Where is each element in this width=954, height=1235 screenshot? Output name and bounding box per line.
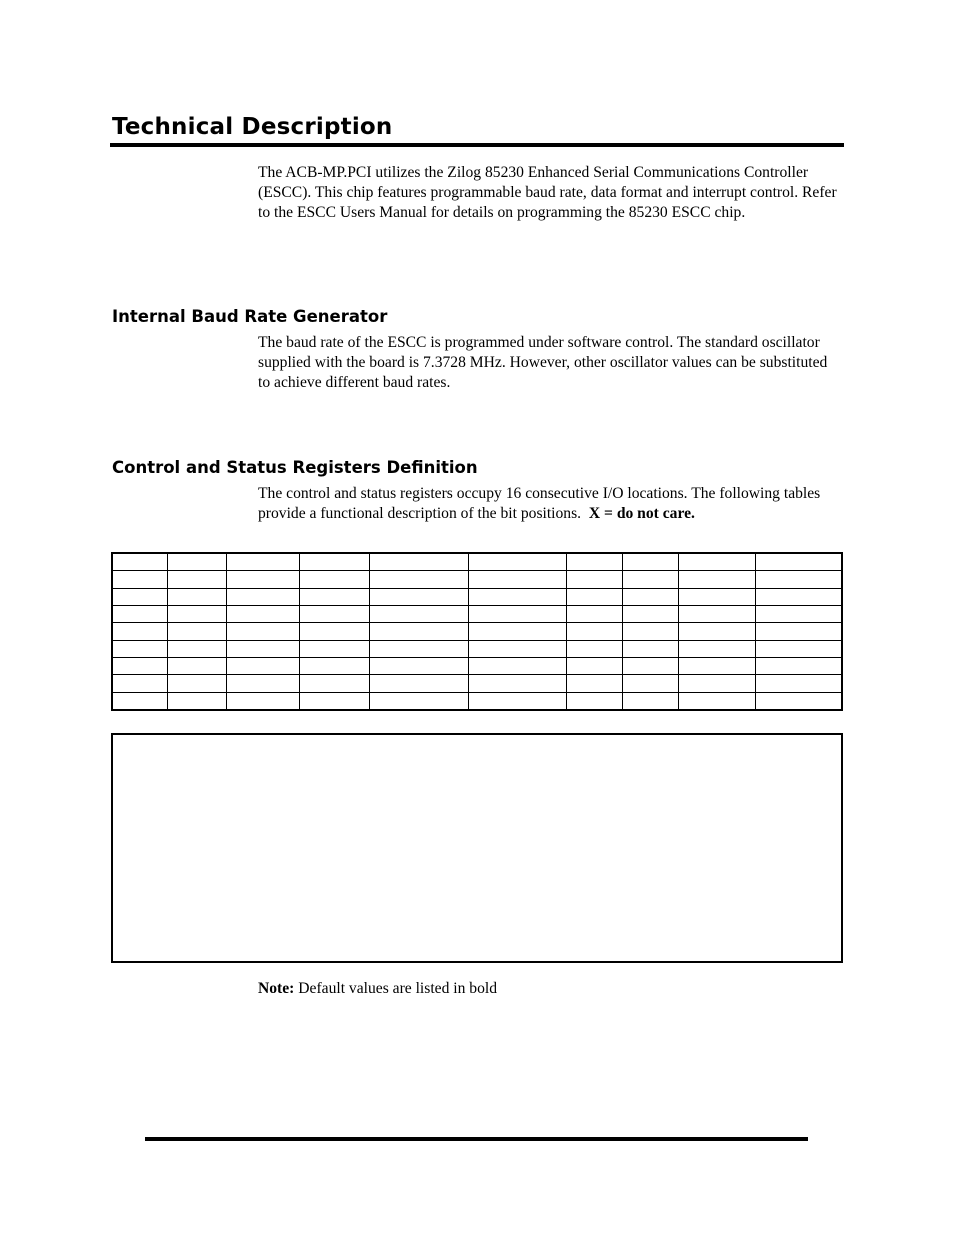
table-cell	[566, 605, 622, 622]
description-box	[111, 733, 843, 963]
page-title: Technical Description	[112, 114, 393, 140]
table-cell	[112, 675, 167, 692]
table-cell	[167, 571, 226, 588]
table-cell	[226, 623, 299, 640]
table-cell	[566, 692, 622, 710]
table-cell	[226, 571, 299, 588]
table-cell	[369, 657, 468, 674]
table-cell	[369, 605, 468, 622]
note-text: Default values are listed in bold	[294, 980, 498, 997]
table-cell	[226, 657, 299, 674]
table-cell	[299, 553, 369, 571]
table-cell	[566, 588, 622, 605]
table-cell	[112, 692, 167, 710]
table-cell	[369, 640, 468, 657]
note	[258, 979, 497, 999]
table-cell	[299, 692, 369, 710]
table-cell	[167, 553, 226, 571]
table-cell	[622, 675, 678, 692]
table-cell	[299, 675, 369, 692]
table-cell	[678, 605, 755, 622]
table-cell	[622, 588, 678, 605]
table-cell	[369, 692, 468, 710]
table-cell	[622, 623, 678, 640]
table-row	[112, 675, 842, 692]
title-rule	[110, 143, 844, 147]
table-cell	[566, 640, 622, 657]
intro-paragraph: The ACB-MP.PCI utilizes the Zilog 85230 Enhanced Serial Communications Controller (ESCC). This chip features programmable baud rate, data format and interrupt control. Refer to the ESCC Users Manual for details on programming the 85230 ESCC chip.	[258, 164, 837, 221]
table-cell	[112, 553, 167, 571]
table-cell	[678, 675, 755, 692]
table-cell	[622, 605, 678, 622]
table-cell	[755, 553, 842, 571]
baud-rate-heading: Internal Baud Rate Generator	[112, 307, 388, 326]
table-cell	[468, 657, 566, 674]
table-cell	[755, 623, 842, 640]
table-cell	[678, 623, 755, 640]
table-cell	[369, 571, 468, 588]
register-table-body	[112, 553, 842, 710]
table-cell	[299, 571, 369, 588]
table-cell	[167, 675, 226, 692]
table-cell	[167, 605, 226, 622]
table-cell	[299, 623, 369, 640]
table-cell	[678, 571, 755, 588]
table-row	[112, 692, 842, 710]
registers-paragraph	[258, 484, 838, 524]
table-cell	[112, 657, 167, 674]
table-cell	[112, 571, 167, 588]
table-cell	[678, 640, 755, 657]
table-cell	[468, 640, 566, 657]
table-cell	[226, 605, 299, 622]
table-cell	[622, 692, 678, 710]
table-cell	[369, 675, 468, 692]
table-cell	[755, 571, 842, 588]
table-cell	[468, 553, 566, 571]
table-cell	[299, 657, 369, 674]
table-cell	[468, 605, 566, 622]
table-cell	[167, 588, 226, 605]
register-table	[111, 552, 843, 711]
baud-rate-paragraph: The baud rate of the ESCC is programmed under software control. The standard oscillator supplied with the board is 7.3728 MHz. However, other oscillator values can be substituted to achieve different baud rates.	[258, 334, 828, 391]
table-cell	[678, 692, 755, 710]
table-cell	[755, 657, 842, 674]
table-cell	[468, 675, 566, 692]
table-cell	[299, 605, 369, 622]
table-cell	[755, 605, 842, 622]
table-cell	[622, 553, 678, 571]
table-cell	[566, 657, 622, 674]
table-cell	[468, 571, 566, 588]
table-cell	[226, 640, 299, 657]
table-cell	[566, 623, 622, 640]
table-cell	[299, 640, 369, 657]
table-cell	[112, 623, 167, 640]
registers-heading: Control and Status Registers Definition	[112, 458, 478, 477]
table-cell	[468, 692, 566, 710]
table-row	[112, 571, 842, 588]
table-cell	[226, 588, 299, 605]
table-cell	[369, 588, 468, 605]
table-cell	[622, 657, 678, 674]
table-cell	[369, 623, 468, 640]
table-cell	[468, 623, 566, 640]
table-row	[112, 657, 842, 674]
table-cell	[112, 605, 167, 622]
table-row	[112, 640, 842, 657]
table-cell	[566, 571, 622, 588]
registers-text: The control and status registers occupy 16 consecutive I/O locations. The following tables provide a functional description of the bit positions.	[258, 485, 821, 522]
table-cell	[226, 553, 299, 571]
footer-rule	[145, 1137, 808, 1141]
table-row	[112, 623, 842, 640]
table-cell	[167, 657, 226, 674]
table-cell	[755, 692, 842, 710]
table-cell	[369, 553, 468, 571]
table-cell	[755, 588, 842, 605]
table-cell	[678, 553, 755, 571]
table-cell	[226, 692, 299, 710]
table-cell	[112, 640, 167, 657]
table-cell	[167, 640, 226, 657]
table-cell	[678, 657, 755, 674]
note-label: Note:	[258, 980, 295, 997]
table-cell	[167, 623, 226, 640]
table-row	[112, 588, 842, 605]
table-cell	[622, 571, 678, 588]
table-cell	[755, 640, 842, 657]
table-cell	[755, 675, 842, 692]
table-cell	[299, 588, 369, 605]
table-cell	[468, 588, 566, 605]
table-cell	[622, 640, 678, 657]
table-cell	[167, 692, 226, 710]
do-not-care-legend: X = do not care.	[588, 505, 695, 522]
table-cell	[566, 553, 622, 571]
table-cell	[112, 588, 167, 605]
table-row	[112, 553, 842, 571]
table-row	[112, 605, 842, 622]
table-cell	[566, 675, 622, 692]
table-cell	[226, 675, 299, 692]
table-cell	[678, 588, 755, 605]
